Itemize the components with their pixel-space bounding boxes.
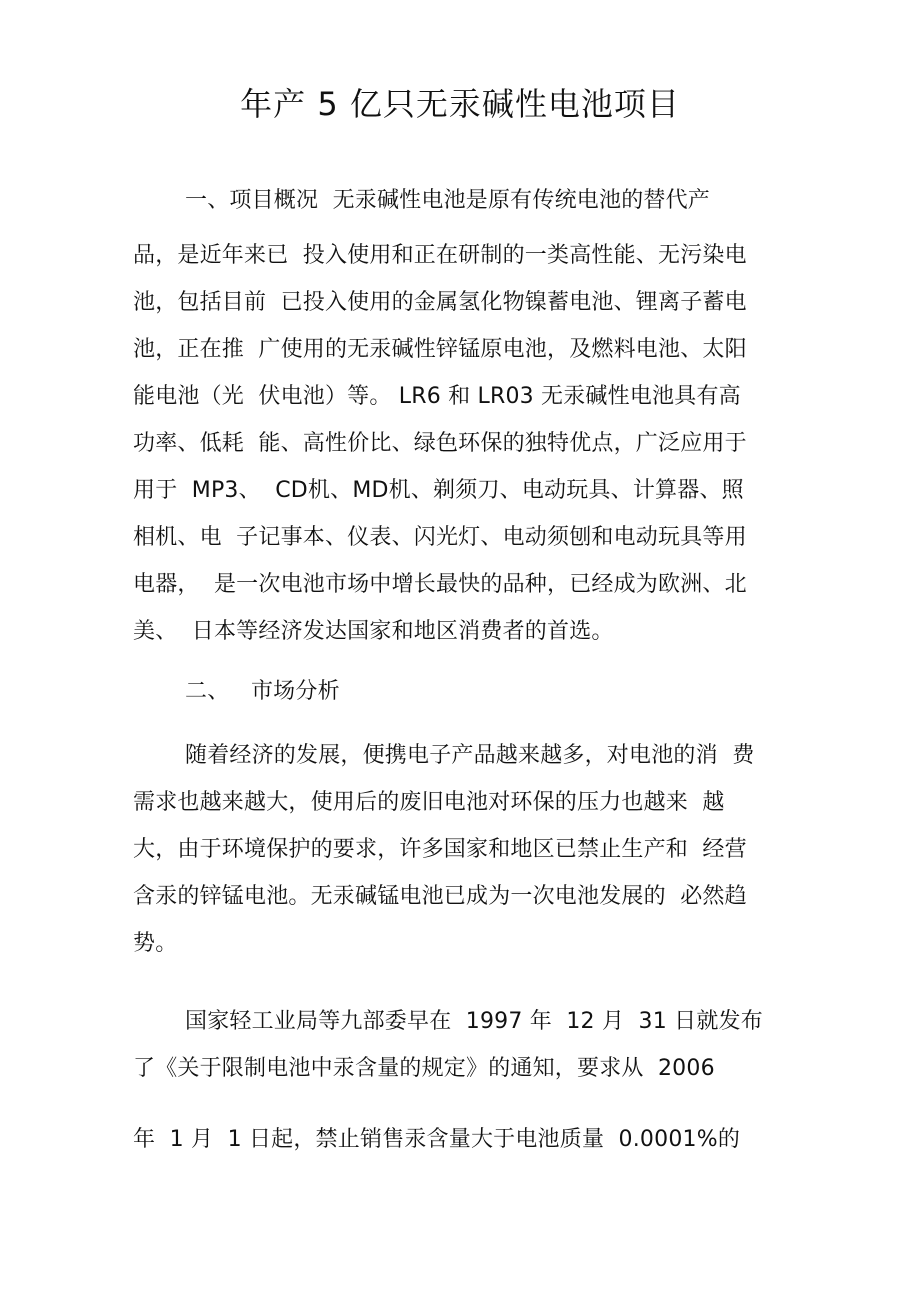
document-title: 年产 5 亿只无汞碱性电池项目 <box>240 85 680 123</box>
paragraph-line: 能电池（光 伏电池）等。 LR6 和 LR03 无汞碱性电池具有高 <box>133 384 741 409</box>
paragraph-line: 大，由于环境保护的要求，许多国家和地区已禁止生产和 经营 <box>133 837 747 862</box>
paragraph-line: 国家轻工业局等九部委早在 1997 年 12 月 31 日就发布 <box>185 1009 763 1034</box>
paragraph-line: 池，包括目前 已投入使用的金属氢化物镍蓄电池、锂离子蓄电 <box>133 290 747 315</box>
paragraph-line: 年 1 月 1 日起，禁止销售汞含量大于电池质量 0.0001%的 <box>133 1127 741 1152</box>
section-heading: 二、 市场分析 <box>185 679 340 704</box>
paragraph-line: 用于 MP3、 CD机、MD机、剃须刀、电动玩具、计算器、照 <box>133 478 744 503</box>
paragraph-line: 相机、电 子记事本、仪表、闪光灯、电动须刨和电动玩具等用 <box>133 525 747 550</box>
paragraph-line: 随着经济的发展，便携电子产品越来越多，对电池的消 费 <box>185 743 755 768</box>
paragraph-line: 势。 <box>133 931 178 956</box>
paragraph-line: 了《关于限制电池中汞含量的规定》的通知，要求从 2006 <box>133 1056 715 1081</box>
paragraph-line: 电器， 是一次电池市场中增长最快的品种，已经成为欧洲、北 <box>133 572 747 597</box>
paragraph-line: 池，正在推 广使用的无汞碱性锌锰原电池，及燃料电池、太阳 <box>133 337 747 362</box>
paragraph-line: 一、项目概况 无汞碱性电池是原有传统电池的替代产 <box>185 188 710 213</box>
paragraph-line: 品，是近年来已 投入使用和正在研制的一类高性能、无污染电 <box>133 243 747 268</box>
paragraph-line: 功率、低耗 能、高性价比、绿色环保的独特优点，广泛应用于 <box>133 431 747 456</box>
paragraph-line: 含汞的锌锰电池。无汞碱锰电池已成为一次电池发展的 必然趋 <box>133 884 747 909</box>
paragraph-line: 需求也越来越大，使用后的废旧电池对环保的压力也越来 越 <box>133 790 725 815</box>
paragraph-line: 美、 日本等经济发达国家和地区消费者的首选。 <box>133 619 614 644</box>
